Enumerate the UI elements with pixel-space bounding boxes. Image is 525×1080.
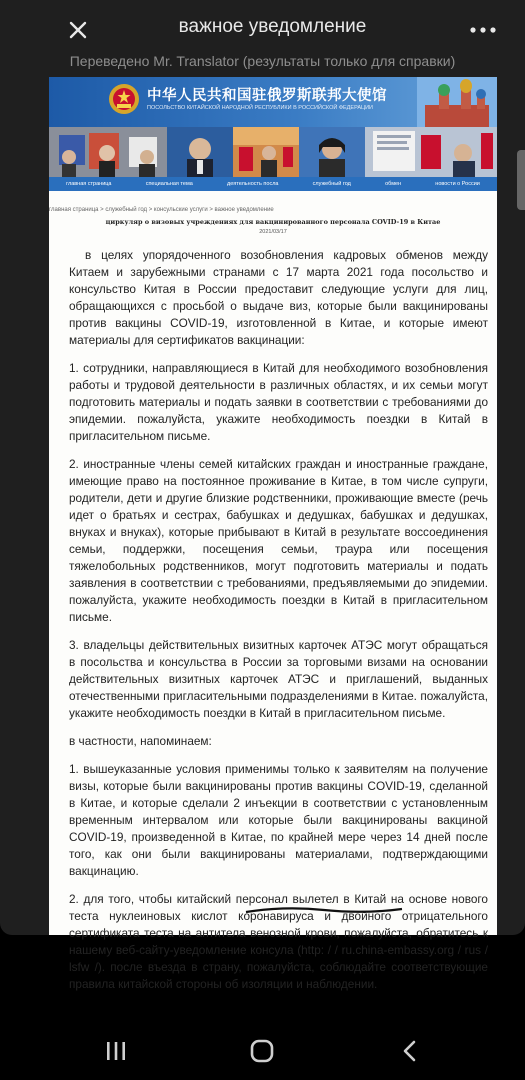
system-navigation-bar (0, 1010, 525, 1080)
scrollbar[interactable] (517, 150, 525, 210)
news-photo-strip (49, 127, 497, 177)
home-button[interactable] (246, 1038, 278, 1064)
article-paragraph: в частности, напоминаем: (69, 734, 212, 748)
nav-item-exchange[interactable]: обмен (385, 181, 402, 187)
page-title: важное уведомление (178, 16, 367, 37)
back-button[interactable] (394, 1038, 426, 1064)
nav-item-russia-news[interactable]: новости о России (435, 181, 480, 187)
article-paragraph: 3. владельцы действительных визитных карточек АТЭС могут обращаться в посольства и консульства в России за торговыми визами на основании действительных визитных карточек АТЭС и приглашений, выданных отечественными пригласительными подразделениями в Китае. пожалуйста, укажите необходимость поездки в Китай в пригласительном письме. (69, 638, 488, 720)
article-paragraph: 2. иностранные члены семей китайских граждан и иностранные граждане, имеющие право на постоянное проживание в Китае, в том числе супруги, родители, дети и другие близкие родственники, проживающие вместе (речь идет о братьях и сестрах, бабушках и дедушках, бабушках и дедушках, внуках и внуках), которые прибывают в Китай в результате воссоединения семьи, поддержки, посещения семьи, траура или посещения тяжелобольных родственников, могут подготовить материалы и подать заявления в соответствии с требованиями, предъявляемыми до эпидемии. пожалуйста, укажите необходимость поездки в Китай в пригласительном письме. (69, 457, 488, 624)
top-bar (0, 0, 525, 60)
circular-title: циркуляр о визовых учреждениях для вакцинированного персонала COVID-19 в Китае (105, 218, 441, 226)
breadcrumb[interactable]: главная страница > служебный год > консульские услуги > важное уведомление (49, 207, 274, 213)
circular-date: 2021/03/17 (259, 229, 287, 235)
news-photo[interactable] (167, 127, 233, 177)
embassy-banner (49, 77, 497, 127)
article-paragraph: 1. вышеуказанные условия применимы только к заявителям на получение визы, которые были вакцинированы против вакцины COVID-19, сделанной в Китае, и которые сделали 2 инъекции в соответствии с установленным временным интервалом или которые были вакцинированы вакциной COVID-19, произведенной в Китае, по крайней мере через 14 дней после того, как они были вакцинированы материалами, подтверждающими вакцинацию. (69, 762, 488, 878)
embassy-name-chinese: 中华人民共和国驻俄罗斯联邦大使馆 (147, 87, 387, 104)
scrollbar-thumb[interactable] (517, 150, 525, 210)
kremlin-illustration-icon (417, 77, 497, 127)
recent-apps-button[interactable] (100, 1038, 132, 1064)
home-icon (246, 1038, 278, 1064)
national-emblem-icon (107, 81, 141, 117)
news-photo[interactable] (233, 127, 299, 177)
translated-webpage (49, 77, 497, 991)
article-body (49, 235, 497, 993)
nav-item-home[interactable]: главная страница (66, 181, 112, 187)
more-options-icon (463, 18, 503, 42)
recent-apps-icon (100, 1038, 132, 1064)
article-paragraph: в целях упорядоченного возобновления кадровых обменов между Китаем и зарубежными странами с 17 марта 2021 года посольство и консульство Китая в России предоставит следующие услуги для лиц, обращающихся с просьбой о выдаче виз, которые были вакцинированы против вакцины COVID-19, изготовленной в Китае, и которые имеют материалы для сертификатов вакцинации: (69, 248, 488, 347)
nav-item-service-year[interactable]: служебный год (312, 181, 351, 187)
site-navigation (49, 177, 497, 191)
news-photo[interactable] (299, 127, 365, 177)
embassy-name-russian: ПОСОЛЬСТВО КИТАЙСКОЙ НАРОДНОЙ РЕСПУБЛИКИ В РОССИЙСКОЙ ФЕДЕРАЦИИ (147, 105, 374, 111)
news-photo[interactable] (49, 127, 167, 177)
article-paragraph: 1. сотрудники, направляющиеся в Китай для необходимого возобновления работы и трудовой деятельности в различных областях, и их семьи могут подготовить материалы и подать заявки в соответствии с требованиями до эпидемии. пожалуйста, укажите необходимость поездки в Китай в пригласительном письме. (69, 361, 488, 443)
translation-notice: Переведено Mr. Translator (результаты только для справки) (69, 53, 456, 69)
back-icon (394, 1038, 426, 1064)
more-options-button[interactable] (463, 18, 503, 42)
nav-item-ambassador[interactable]: деятельность посла (227, 181, 279, 187)
article-paragraph: 2. для того, чтобы китайский персонал вылетел в Китай на основе нового теста нуклеиновых кислот коронавируса и двойного отрицательного сертификата теста на антитела венозной крови, пожалуйста, обратитесь к нашему веб-сайту-уведомление консула (http: / / ru.china-embassy.org / rus / lsfw /). после въезда в страну, пожалуйста, соблюдайте соответствующие правила китайской стороны об изоляции и наблюдении. (69, 892, 488, 991)
ink-scribble-icon (244, 903, 404, 915)
nav-item-special-topic[interactable]: специальная тема (145, 181, 193, 187)
news-photo[interactable] (365, 127, 497, 177)
close-icon (62, 14, 94, 46)
close-button[interactable] (62, 14, 94, 46)
